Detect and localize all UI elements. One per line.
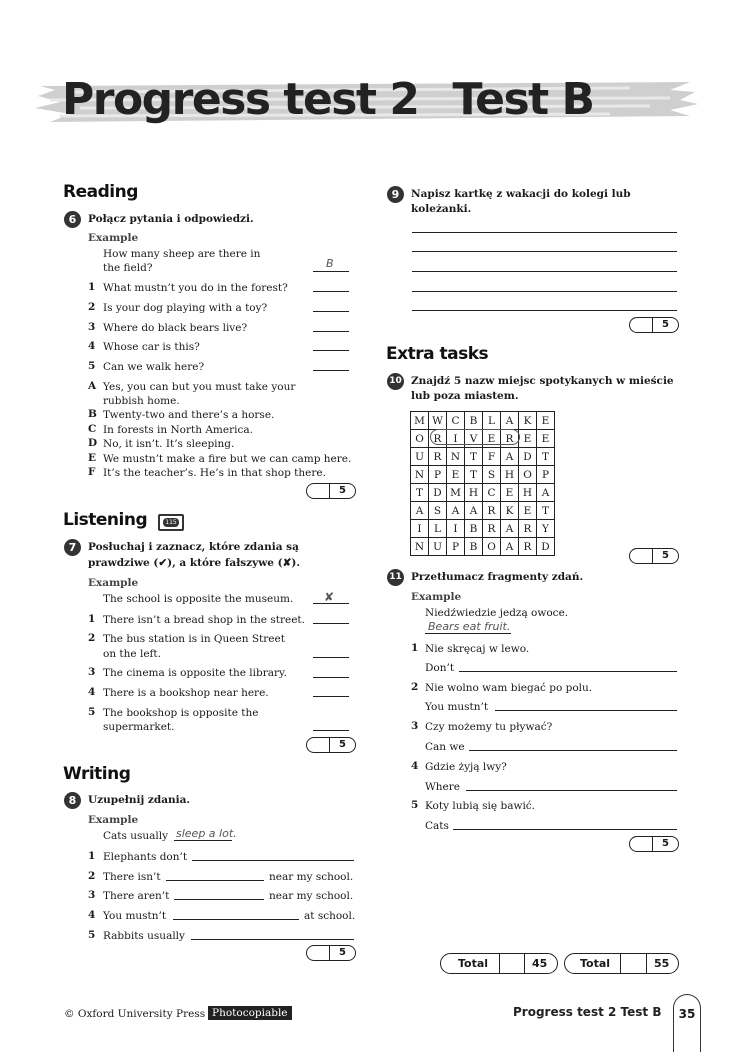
grid-letter-cell[interactable]: A <box>501 448 519 466</box>
reading-answer: Twenty-two and there’s a horse. <box>103 409 275 421</box>
grid-letter-cell[interactable]: I <box>447 430 465 448</box>
answer-letter: D <box>88 437 98 449</box>
item-number: 4 <box>88 909 96 921</box>
grid-letter-cell[interactable]: R <box>429 430 447 448</box>
task11-english-prefix: Cats <box>425 820 449 832</box>
listening-example-text: The school is opposite the museum. <box>103 593 294 605</box>
answer-line[interactable] <box>313 370 349 371</box>
cd-track-icon <box>158 514 184 531</box>
answer-letter: A <box>88 380 97 392</box>
grid-letter-cell[interactable]: K <box>519 412 537 430</box>
reading-question: Where do black bears live? <box>103 322 248 334</box>
grid-letter-cell[interactable]: A <box>465 502 483 520</box>
translation-answer-line[interactable] <box>495 710 677 711</box>
grid-letter-cell[interactable]: P <box>447 538 465 556</box>
grid-letter-cell[interactable]: K <box>501 502 519 520</box>
listening-score-box: 5 <box>306 737 356 753</box>
grid-row <box>411 520 555 538</box>
grid-row <box>411 484 555 502</box>
grid-letter-cell[interactable]: H <box>519 484 537 502</box>
grid-letter-cell[interactable]: T <box>537 502 555 520</box>
listening-example-label: Example <box>88 577 139 589</box>
grid-letter-cell[interactable]: T <box>411 484 429 502</box>
item-number: 4 <box>88 686 96 698</box>
grid-letter-cell[interactable]: E <box>501 484 519 502</box>
listening-item: on the left. <box>103 648 161 660</box>
item-number: 1 <box>88 850 96 862</box>
answer-letter: B <box>88 408 97 420</box>
item-number: 3 <box>88 889 96 901</box>
reading-question: Can we walk here? <box>103 361 205 373</box>
listening-item: The cinema is opposite the library. <box>103 667 287 679</box>
item-number: 2 <box>88 870 96 882</box>
answer-line[interactable] <box>313 730 349 731</box>
item-number: 3 <box>411 720 419 732</box>
reading-answer: We mustn’t make a fire but we can camp here. <box>103 453 352 465</box>
question-number: 1 <box>88 281 96 293</box>
grid-letter-cell[interactable]: E <box>519 430 537 448</box>
listening-example-answer: ✘ <box>324 590 335 604</box>
writing-item-prefix: Elephants don’t <box>103 851 188 863</box>
grid-letter-cell[interactable]: A <box>501 520 519 538</box>
grid-letter-cell[interactable]: R <box>483 520 501 538</box>
grid-letter-cell[interactable]: O <box>411 430 429 448</box>
grid-letter-cell[interactable]: U <box>429 538 447 556</box>
grid-letter-cell[interactable]: A <box>537 484 555 502</box>
grid-letter-cell[interactable]: M <box>447 484 465 502</box>
task-number-10: 10 <box>387 373 404 390</box>
writing-item-prefix: You mustn’t <box>103 910 167 922</box>
writing-heading: Writing <box>63 764 131 784</box>
grid-letter-cell[interactable]: F <box>483 448 501 466</box>
grid-letter-cell[interactable]: P <box>537 466 555 484</box>
grid-letter-cell[interactable]: T <box>465 466 483 484</box>
grid-letter-cell[interactable]: D <box>537 538 555 556</box>
answer-letter: C <box>88 423 97 435</box>
answer-line <box>313 271 349 272</box>
grid-letter-cell[interactable]: T <box>537 448 555 466</box>
item-number: 5 <box>88 706 96 718</box>
grid-letter-cell[interactable]: E <box>519 502 537 520</box>
translation-answer-line[interactable] <box>459 671 677 672</box>
postcard-writing-line[interactable] <box>412 291 677 292</box>
page-number-tab <box>673 994 701 1052</box>
task11-instruction: Przetłumacz fragmenty zdań. <box>411 571 584 583</box>
item-number: 3 <box>88 666 96 678</box>
writing-score-box: 5 <box>306 945 356 961</box>
task10-instruction-line1: Znajdź 5 nazw miejsc spotykanych w mieście <box>411 375 674 387</box>
item-number: 2 <box>411 681 419 693</box>
reading-answer: rubbish home. <box>103 395 180 407</box>
grid-row <box>411 412 555 430</box>
task11-example-polish: Niedźwiedzie jedzą owoce. <box>425 607 569 619</box>
reading-example-question-line1: How many sheep are there in <box>103 248 261 260</box>
task11-polish-sentence: Czy możemy tu pływać? <box>425 721 553 733</box>
grid-letter-cell[interactable]: N <box>447 448 465 466</box>
reading-example-answer: B <box>326 257 334 270</box>
grid-letter-cell[interactable]: M <box>411 412 429 430</box>
grid-letter-cell[interactable]: N <box>411 538 429 556</box>
task11-example-answer: Bears eat fruit. <box>428 620 511 633</box>
reading-question: What mustn’t you do in the forest? <box>103 282 288 294</box>
writing-item-prefix: There aren’t <box>103 890 170 902</box>
writing-instruction: Uzupełnij zdania. <box>88 794 191 806</box>
grid-letter-cell[interactable]: O <box>483 538 501 556</box>
reading-answer: It’s the teacher’s. He’s in that shop there. <box>103 467 326 479</box>
grid-letter-cell[interactable]: E <box>537 412 555 430</box>
postcard-writing-line[interactable] <box>412 232 677 233</box>
grid-row <box>411 502 555 520</box>
grid-letter-cell[interactable]: D <box>429 484 447 502</box>
item-number: 2 <box>88 632 96 644</box>
grid-letter-cell[interactable]: A <box>501 538 519 556</box>
answer-line <box>313 603 349 604</box>
task10-instruction-line2: lub poza miastem. <box>411 390 519 402</box>
answer-line[interactable] <box>313 623 349 624</box>
task-number-6: 6 <box>64 211 81 228</box>
task11-polish-sentence: Gdzie żyją lwy? <box>425 761 507 773</box>
grid-letter-cell[interactable]: N <box>411 466 429 484</box>
writing-answer-line[interactable] <box>191 939 354 940</box>
answer-line[interactable] <box>313 657 349 658</box>
writing-item-suffix: at school. <box>304 910 356 922</box>
grid-letter-cell[interactable]: A <box>411 502 429 520</box>
task11-score-box: 5 <box>629 836 679 852</box>
writing-example-answer: sleep a lot. <box>176 827 237 840</box>
task11-english-prefix: Can we <box>425 741 465 753</box>
reading-answer: Yes, you can but you must take your <box>103 381 296 393</box>
translation-answer-line[interactable] <box>469 750 677 751</box>
task11-english-prefix: Don’t <box>425 662 455 674</box>
question-number: 4 <box>88 340 96 352</box>
grid-letter-cell[interactable]: H <box>465 484 483 502</box>
postcard-writing-line[interactable] <box>412 251 677 252</box>
grid-letter-cell[interactable]: E <box>483 430 501 448</box>
total-score-box-55: Total 55 <box>564 953 679 974</box>
task-number-7: 7 <box>64 539 81 556</box>
grid-letter-cell[interactable]: R <box>519 538 537 556</box>
writing-example-label: Example <box>88 814 139 826</box>
grid-letter-cell[interactable]: Y <box>537 520 555 538</box>
extra-tasks-heading: Extra tasks <box>386 344 489 364</box>
grid-letter-cell[interactable]: B <box>465 412 483 430</box>
grid-letter-cell[interactable]: V <box>465 430 483 448</box>
task11-polish-sentence: Nie skręcaj w lewo. <box>425 643 530 655</box>
grid-letter-cell[interactable]: I <box>411 520 429 538</box>
writing-example-prefix: Cats usually <box>103 830 169 842</box>
reading-answer: No, it isn’t. It’s sleeping. <box>103 438 235 450</box>
item-number: 5 <box>411 799 419 811</box>
task11-polish-sentence: Nie wolno wam biegać po polu. <box>425 682 593 694</box>
question-number: 3 <box>88 321 96 333</box>
writing-item-suffix: near my school. <box>269 890 354 902</box>
question-number: 2 <box>88 301 96 313</box>
task11-english-prefix: Where <box>425 781 461 793</box>
grid-letter-cell[interactable]: W <box>429 412 447 430</box>
listening-item: The bookshop is opposite the <box>103 707 259 719</box>
grid-letter-cell[interactable]: R <box>519 520 537 538</box>
reading-example-question-line2: the field? <box>103 262 153 274</box>
writing-answer-line[interactable] <box>174 899 264 900</box>
page-number: 35 <box>678 1007 696 1021</box>
grid-letter-cell[interactable]: D <box>519 448 537 466</box>
reading-question: Whose car is this? <box>103 341 200 353</box>
answer-line[interactable] <box>313 331 349 332</box>
grid-letter-cell[interactable]: O <box>519 466 537 484</box>
grid-letter-cell[interactable]: L <box>483 412 501 430</box>
grid-letter-cell[interactable]: E <box>537 430 555 448</box>
reading-heading: Reading <box>63 182 138 202</box>
answer-line[interactable] <box>313 291 349 292</box>
answer-line[interactable] <box>313 350 349 351</box>
grid-letter-cell[interactable]: L <box>429 520 447 538</box>
question-number: 5 <box>88 360 96 372</box>
grid-letter-cell[interactable]: A <box>501 412 519 430</box>
postcard-writing-line[interactable] <box>412 271 677 272</box>
listening-instruction-line2: prawdziwe (✔), a które fałszywe (✘). <box>88 557 300 569</box>
writing-answer-line[interactable] <box>173 919 299 920</box>
task11-polish-sentence: Koty lubią się bawić. <box>425 800 536 812</box>
task10-score-box: 5 <box>629 548 679 564</box>
translation-answer-line[interactable] <box>466 790 677 791</box>
track-number: 115 <box>163 518 179 527</box>
answer-line <box>425 633 511 634</box>
grid-letter-cell[interactable]: S <box>483 466 501 484</box>
grid-letter-cell[interactable]: C <box>483 484 501 502</box>
grid-letter-cell[interactable]: S <box>429 502 447 520</box>
task9-instruction-line2: koleżanki. <box>411 203 472 215</box>
grid-letter-cell[interactable]: R <box>483 502 501 520</box>
item-number: 1 <box>411 642 419 654</box>
item-number: 4 <box>411 760 419 772</box>
task11-example-label: Example <box>411 591 462 603</box>
listening-heading: Listening <box>63 510 148 530</box>
listening-item: There is a bookshop near here. <box>103 687 269 699</box>
reading-score-box: 5 <box>306 483 356 499</box>
writing-item-prefix: Rabbits usually <box>103 930 185 942</box>
reading-answer: In forests in North America. <box>103 424 253 436</box>
grid-row <box>411 466 555 484</box>
answer-line[interactable] <box>313 696 349 697</box>
listening-item: The bus station is in Queen Street <box>103 633 285 645</box>
listening-item: There isn’t a bread shop in the street. <box>103 614 305 626</box>
grid-letter-cell[interactable]: H <box>501 466 519 484</box>
footer-test-title: Progress test 2 Test B <box>513 1005 662 1019</box>
task11-english-prefix: You mustn’t <box>425 701 489 713</box>
answer-line[interactable] <box>313 677 349 678</box>
listening-instruction-line1: Posłuchaj i zaznacz, które zdania są <box>88 541 299 553</box>
writing-answer-line[interactable] <box>166 880 264 881</box>
grid-letter-cell[interactable]: T <box>465 448 483 466</box>
reading-question: Is your dog playing with a toy? <box>103 302 268 314</box>
writing-item-suffix: near my school. <box>269 871 354 883</box>
photocopiable-badge: Photocopiable <box>208 1006 292 1020</box>
example-circle-river <box>430 429 520 445</box>
answer-line[interactable] <box>313 311 349 312</box>
task9-instruction-line1: Napisz kartkę z wakacji do kolegi lub <box>411 188 631 200</box>
page-title: Progress test 2 Test B <box>62 74 594 125</box>
grid-letter-cell[interactable]: A <box>447 502 465 520</box>
writing-item-prefix: There isn’t <box>103 871 161 883</box>
grid-letter-cell[interactable]: U <box>411 448 429 466</box>
grid-row <box>411 538 555 556</box>
grid-letter-cell[interactable]: P <box>429 466 447 484</box>
translation-answer-line[interactable] <box>453 829 677 830</box>
task9-score-box: 5 <box>629 317 679 333</box>
task-number-9: 9 <box>387 186 404 203</box>
reading-instruction: Połącz pytania i odpowiedzi. <box>88 213 254 225</box>
item-number: 5 <box>88 929 96 941</box>
postcard-writing-line[interactable] <box>412 310 677 311</box>
writing-answer-line[interactable] <box>192 860 354 861</box>
grid-row <box>411 448 555 466</box>
copyright-text: © Oxford University Press <box>64 1008 206 1020</box>
total-score-box-45: Total 45 <box>440 953 558 974</box>
answer-letter: E <box>88 452 97 464</box>
grid-letter-cell[interactable]: B <box>465 538 483 556</box>
grid-letter-cell[interactable]: C <box>447 412 465 430</box>
grid-letter-cell[interactable]: R <box>429 448 447 466</box>
item-number: 1 <box>88 613 96 625</box>
task-number-8: 8 <box>64 792 81 809</box>
grid-letter-cell[interactable]: I <box>447 520 465 538</box>
answer-letter: F <box>88 466 96 478</box>
grid-letter-cell[interactable]: R <box>501 430 519 448</box>
reading-example-label: Example <box>88 232 139 244</box>
grid-letter-cell[interactable]: E <box>447 466 465 484</box>
task-number-11: 11 <box>387 569 404 586</box>
answer-line <box>174 840 232 841</box>
grid-letter-cell[interactable]: B <box>465 520 483 538</box>
listening-item: supermarket. <box>103 721 175 733</box>
